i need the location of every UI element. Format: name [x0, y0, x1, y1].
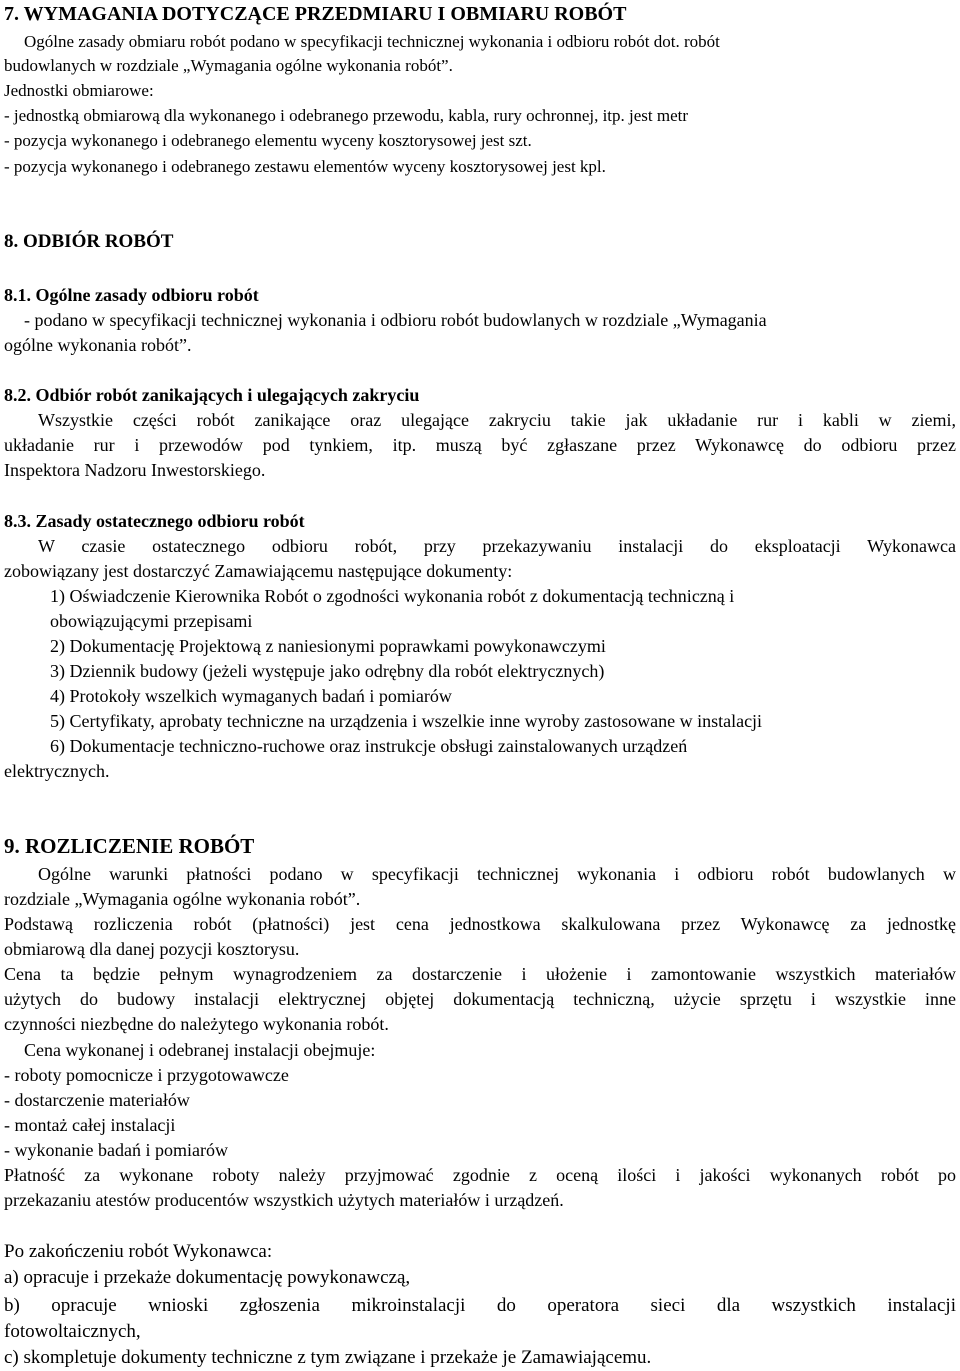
- list-item: obowiązującymi przepisami: [50, 611, 253, 631]
- list-item: - pozycja wykonanego i odebranego zestawu elementów wyceny kosztorysowej jest kpl.: [4, 157, 606, 176]
- paragraph-line: rozdziale „Wymagania ogólne wykonania robót”.: [4, 889, 361, 909]
- list-item: a) opracuje i przekaże dokumentację powykonawczą,: [4, 1267, 411, 1288]
- list-item: 6) Dokumentacje techniczno-ruchowe oraz instrukcje obsługi zainstalowanych urządzeń: [50, 736, 688, 756]
- list-item: - wykonanie badań i pomiarów: [4, 1140, 228, 1160]
- subsection-heading: 8.1. Ogólne zasady odbioru robót: [4, 285, 259, 305]
- list-item: - jednostką obmiarową dla wykonanego i odebranego przewodu, kabla, rury ochronnej, itp. jest metr: [4, 106, 689, 125]
- paragraph-line: Jednostki obmiarowe:: [4, 81, 154, 100]
- paragraph-line: Płatność za wykonane roboty należy przyjmować zgodnie z oceną ilości i jakości wykonanych robót po: [4, 1165, 956, 1185]
- paragraph-line: Cena ta będzie pełnym wynagrodzeniem za dostarczenie i ułożenie i zamontowanie wszystkich materiałów: [4, 964, 956, 984]
- subsection-heading: 8.3. Zasady ostatecznego odbioru robót: [4, 511, 305, 531]
- list-item: - roboty pomocnicze i przygotowawcze: [4, 1065, 289, 1085]
- paragraph-line: Podstawą rozliczenia robót (płatności) jest cena jednostkowa skalkulowana przez Wykonawcę za jednostkę: [4, 914, 956, 934]
- paragraph-line: czynności niezbędne do należytego wykonania robót.: [4, 1014, 389, 1034]
- paragraph-line: budowlanych w rozdziale „Wymagania ogólne wykonania robót”.: [4, 56, 453, 75]
- list-item: - montaż całej instalacji: [4, 1115, 176, 1135]
- subsection-heading: 8.2. Odbiór robót zanikających i ulegających zakryciu: [4, 385, 420, 405]
- list-item: - pozycja wykonanego i odebranego elementu wyceny kosztorysowej jest szt.: [4, 131, 532, 150]
- paragraph-line: obmiarową dla danej pozycji kosztorysu.: [4, 939, 300, 959]
- list-item: b) opracuje wnioski zgłoszenia mikroinstalacji do operatora sieci dla wszystkich instalacji: [4, 1295, 956, 1316]
- paragraph-line: zobowiązany jest dostarczyć Zamawiającemu następujące dokumenty:: [4, 561, 513, 581]
- paragraph-line: Inspektora Nadzoru Inwestorskiego.: [4, 460, 266, 480]
- paragraph-line: Cena wykonanej i odebranej instalacji obejmuje:: [24, 1040, 376, 1060]
- paragraph-line: Wszystkie części robót zanikające oraz ulegające zakryciu takie jak układanie rur i kabli w ziemi,: [38, 410, 956, 430]
- list-item: c) skompletuje dokumenty techniczne z tym związane i przekaże je Zamawiającemu.: [4, 1347, 652, 1368]
- section-8-heading: 8. ODBIÓR ROBÓT: [4, 231, 174, 252]
- list-item: - dostarczenie materiałów: [4, 1090, 190, 1110]
- list-item: fotowoltaicznych,: [4, 1321, 141, 1342]
- section-7-heading: 7. WYMAGANIA DOTYCZĄCE PRZEDMIARU I OBMIARU ROBÓT: [4, 3, 627, 25]
- paragraph-line: Po zakończeniu robót Wykonawca:: [4, 1241, 273, 1262]
- list-item: 2) Dokumentację Projektową z naniesionymi poprawkami powykonawczymi: [50, 636, 606, 656]
- list-item: 3) Dziennik budowy (jeżeli występuje jako odrębny dla robót elektrycznych): [50, 661, 605, 681]
- paragraph-line: W czasie ostatecznego odbioru robót, przy przekazywaniu instalacji do eksploatacji Wykonawca: [38, 536, 956, 556]
- section-9-heading: 9. ROZLICZENIE ROBÓT: [4, 834, 255, 858]
- list-item: 1) Oświadczenie Kierownika Robót o zgodności wykonania robót z dokumentacją techniczną i: [50, 586, 735, 606]
- list-item: elektrycznych.: [4, 761, 110, 781]
- list-item: 5) Certyfikaty, aprobaty techniczne na urządzenia i wszelkie inne wyroby zastosowane w instalacji: [50, 711, 763, 731]
- list-item: 4) Protokoły wszelkich wymaganych badań i pomiarów: [50, 686, 452, 706]
- paragraph-line: - podano w specyfikacji technicznej wykonania i odbioru robót budowlanych w rozdziale „Wymagania: [24, 310, 767, 330]
- paragraph-line: układanie rur i przewodów pod tynkiem, itp. muszą być zgłaszane przez Wykonawcę do odbioru przez: [4, 435, 956, 455]
- paragraph-line: Ogólne warunki płatności podano w specyfikacji technicznej wykonania i odbioru robót budowlanych w: [38, 864, 956, 884]
- paragraph-line: ogólne wykonania robót”.: [4, 335, 192, 355]
- paragraph-line: przekazaniu atestów producentów wszystkich użytych materiałów i urządzeń.: [4, 1190, 564, 1210]
- paragraph-line: użytych do budowy instalacji elektrycznej objętej dokumentacją techniczną, użycie sprzętu i wszystkie inne: [4, 989, 956, 1009]
- paragraph-line: Ogólne zasady obmiaru robót podano w specyfikacji technicznej wykonania i odbioru robót dot. robót: [24, 32, 720, 51]
